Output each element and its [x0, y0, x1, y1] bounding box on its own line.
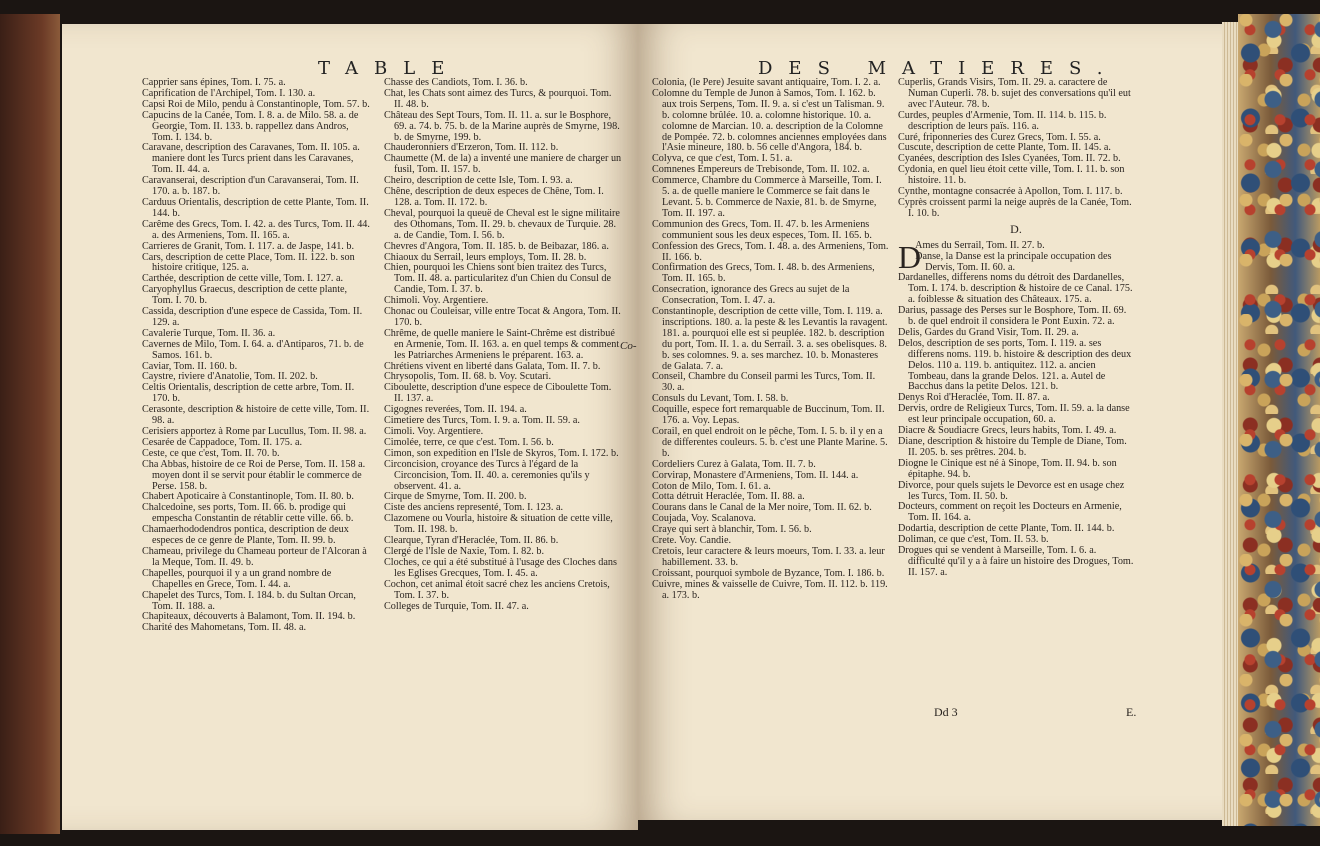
index-entry: Curdes, peuples d'Armenie, Tom. II. 114. b. 115. b. description de leurs païs. 116. a. — [898, 109, 1107, 132]
marbled-endpaper — [1238, 14, 1320, 826]
index-entry: Cars, description de cette Place, Tom. II. 122. b. son histoire critique, 125. a. — [142, 251, 355, 274]
index-entry: Carrieres de Granit, Tom. I. 117. a. de Jaspe, 141. b. — [142, 240, 355, 252]
index-entry: Cirque de Smyrne, Tom. II. 200. b. — [384, 491, 527, 503]
index-entry: Corvirap, Monastere d'Armeniens, Tom. II. 144. a. — [652, 469, 859, 481]
page-edges — [1222, 22, 1238, 826]
index-entry: Cuperlis, Grands Visirs, Tom. II. 29. a. caractere de Numan Cuperli. 78. b. sujet des conversations qu'il eut avec l'Auteur. 78. b. — [898, 77, 1131, 110]
index-entry: Doliman, ce que c'est, Tom. II. 53. b. — [898, 534, 1049, 546]
column-4-entries-d — [898, 238, 1134, 579]
index-entry: Docteurs, comment on reçoit les Docteurs en Armenie, Tom. II. 164. a. — [898, 501, 1122, 524]
index-entry: Colomne du Temple de Junon à Samos, Tom. I. 162. b. aux trois Serpens, Tom. II. 9. a. si c'est un Talisman. 9. b. colomne brûlée. 10. a. colomne historique. 10. a. colomne de Marcian. 10. a. description de la Colomne de Pompée. 72. b. colomnes anciennes employées dans l'Asie mineure, 180. b. 56 celle d'Angora, 184. b. — [652, 87, 887, 154]
index-entry: Cheiro, description de cette Isle, Tom. I. 93. a. — [384, 175, 573, 187]
index-entry: Chapiteaux, découverts à Balamont, Tom. II. 194. b. — [142, 611, 356, 623]
signature-mark: Dd 3 — [934, 705, 958, 719]
index-entry: Clergé de l'Isle de Naxie, Tom. I. 82. b. — [384, 545, 545, 557]
index-entry: Coquille, espece fort remarquable de Buccinum, Tom. II. 176. a. Voy. Lepas. — [652, 404, 885, 427]
index-entry: Ciste des anciens representé, Tom. I. 123. a. — [384, 502, 564, 514]
index-entry: Chameau, privilege du Chameau porteur de l'Alcoran à la Meque, Tom. II. 49. b. — [142, 545, 367, 568]
index-entry: Chabert Apoticaire à Constantinople, Tom. II. 80. b. — [142, 491, 354, 503]
index-entry: Cesarée de Cappadoce, Tom. II. 175. a. — [142, 436, 303, 448]
index-entry: Consuls du Levant, Tom. I. 58. b. — [652, 393, 789, 405]
index-entry: Cyanées, description des Isles Cyanées, Tom. II. 72. b. — [898, 153, 1121, 165]
index-entry: Cha Abbas, histoire de ce Roi de Perse, Tom. II. 158 a. moyen dont il se servit pour établir le commerce de Perse. 158. b. — [142, 458, 366, 492]
index-entry: Chien, pourquoi les Chiens sont bien traitez des Turcs, Tom. II. 48. a. particularitez d'un Chien du Consul de Candie, Tom. I. 37. b. — [384, 262, 611, 296]
index-entry: Courans dans le Canal de la Mer noire, Tom. II. 62. b. — [652, 502, 872, 514]
index-entry: Cerisiers apportez à Rome par Lucullus, Tom. II. 98. a. — [142, 426, 367, 437]
index-entry: Chamaerhododendros pontica, description de deux especes de ce genre de Plante, Tom. II. 99. b. — [142, 524, 349, 547]
index-entry: Charité des Mahometans, Tom. II. 48. a. — [142, 622, 307, 634]
index-entry: Capucins de la Canée, Tom. I. 8. a. de Milo. 58. a. de Georgie, Tom. II. 133. b. rappellez dans Andros, Tom. I. 134. b. — [142, 109, 359, 143]
index-entry: Commerce, Chambre du Commerce à Marseille, Tom. I. 5. a. de quelle maniere le Commerce se fait dans le Levant. 5. b. Commerce de Naxie, 81. b. de Smyrne, Tom. II. 197. a. — [652, 175, 882, 219]
index-entry: Diane, description & histoire du Temple de Diane, Tom. II. 205. b. ses prêtres. 204. b. — [898, 436, 1127, 458]
index-entry: Chalcedoine, ses ports, Tom. II. 66. b. prodige qui empescha Constantin de rétablir cette ville. 66. b. — [142, 502, 354, 525]
index-entry: Cimon, son expedition en l'Isle de Skyros, Tom. I. 172. b. — [384, 447, 619, 459]
index-entry: Circoncision, croyance des Turcs à l'égard de la Circoncision, Tom. II. 40. a. ceremonies qu'ils y observent. 41. a. — [384, 458, 590, 492]
index-entry: Capsi Roi de Milo, pendu à Constantinople, Tom. 57. b. — [142, 98, 370, 110]
index-entry: Cheval, pourquoi la queuë de Cheval est le signe militaire des Othomans, Tom. II. 29. b. chevaux de Turquie. 28. a. de Candie, Tom. I. 56. b. — [384, 207, 620, 241]
section-letter: D. — [1010, 221, 1022, 236]
index-entry: Cochon, cet animal étoit sacré chez les anciens Cretois, Tom. I. 37. b. — [384, 578, 610, 601]
drop-capital: D — [898, 238, 922, 275]
index-entry: Caravanserai, description d'un Caravanserai, Tom. II. 170. a. b. 187. b. — [142, 175, 359, 198]
catchword-right: E. — [1126, 705, 1137, 719]
index-entry: Chêne, description de deux especes de Chêne, Tom. I. 128. a. Tom. II. 172. b. — [384, 186, 604, 208]
index-entry: Dervis, ordre de Religieux Turcs, Tom. II. 59. a. la danse est leur principale occupation, 60. a. — [898, 403, 1130, 426]
index-entry: Divorce, pour quels sujets le Devorce est en usage chez les Turcs, Tom. II. 50. b. — [898, 479, 1125, 502]
index-entry: Communion des Grecs, Tom. II. 47. b. les Armeniens communient sous les deux especes, Tom. II. 165. b. — [652, 218, 872, 241]
index-entry: Curé, friponneries des Curez Grecs, Tom. I. 55. a. — [898, 131, 1101, 143]
index-entry: Celtis Orientalis, description de cette arbre, Tom. II. 170. b. — [142, 382, 355, 405]
running-head-left: TABLE — [318, 58, 461, 79]
index-entry: Diacre & Soudiacre Grecs, leurs habits, Tom. I. 49. a. — [898, 425, 1117, 437]
index-entry: Confirmation des Grecs, Tom. I. 48. b. des Armeniens, Tom. II. 165. b. — [652, 262, 875, 285]
index-entry: Caryophyllus Graecus, description de cette plante, Tom. I. 70. b. — [142, 284, 348, 307]
index-entry: Colyva, ce que c'est, Tom. I. 51. a. — [652, 153, 793, 165]
index-entry: Danse, la Danse est la principale occupation des Dervis, Tom. II. 60. a. — [915, 250, 1112, 273]
index-entry: Cretois, leur caractere & leurs moeurs, Tom. I. 33. a. leur habillement. 33. b. — [652, 545, 885, 568]
index-entry: Constantinople, description de cette ville, Tom. I. 119. a. inscriptions. 180. a. la peste & les Levantis la ravagent. 181. a. pourquoi elle est si peuplée. 182. b. description du port, Tom. II. 1. a. du Serrail. 3. a. ses obelisques. 8. b. ses colomnes. 9. a. ses marchez. 10. b. Monasteres de Galata. 7. a. — [652, 306, 888, 372]
index-entry: Chimoli. Voy. Argentiere. — [384, 295, 489, 307]
running-head-right: DES MATIERES. — [758, 58, 1119, 79]
index-entry: Chiaoux du Serrail, leurs employs, Tom. II. 28. b. — [384, 251, 587, 263]
index-entry: Chaumette (M. de la) a inventé une maniere de charger un fusil, Tom. II. 157. b. — [384, 153, 622, 176]
index-entry: Cydonia, en quel lieu étoit cette ville, Tom. I. 11. b. son histoire. 11. b. — [898, 164, 1125, 187]
index-entry: Corail, en quel endroit on le pêche, Tom. I. 5. b. il y en a de differentes couleurs. 5. b. c'est une Plante Marine. 5. b. — [652, 426, 888, 459]
index-entry: Denys Roi d'Heraclée, Tom. II. 87. a. — [898, 392, 1050, 404]
index-entry: Chasse des Candiots, Tom. I. 36. b. — [384, 77, 528, 88]
index-entry: Chrême, de quelle maniere le Saint-Chrême est distribué en Armenie, Tom. II. 163. a. en quel temps & comment les Patriarches Armeniens le préparent. 163. a. — [384, 327, 620, 361]
index-entry: Chapelet des Turcs, Tom. I. 184. b. du Sultan Orcan, Tom. II. 188. a. — [142, 589, 356, 612]
index-entry: Cigognes reverées, Tom. II. 194. a. — [384, 404, 527, 416]
index-entry: Comnenes Empereurs de Trebisonde, Tom. II. 102. a. — [652, 164, 870, 176]
index-entry: Cuscute, description de cette Plante, Tom. II. 145. a. — [898, 142, 1111, 154]
index-entry: Craye qui sert à blanchir, Tom. I. 56. b. — [652, 524, 812, 536]
column-4-entries-c — [898, 78, 1134, 220]
index-entry: Chrysopolis, Tom. II. 68. b. Voy. Scutari. — [384, 371, 552, 383]
index-entry: Caprification de l'Archipel, Tom. I. 130. a. — [142, 87, 316, 99]
index-entry: Cavernes de Milo, Tom. I. 64. a. d'Antiparos, 71. b. de Samos. 161. b. — [142, 338, 364, 361]
index-entry: Caviar, Tom. II. 160. b. — [142, 360, 238, 372]
index-column-2 — [384, 78, 622, 612]
index-entry: Cimoli. Voy. Argentiere. — [384, 426, 484, 437]
index-entry: Colonia, (le Pere) Jesuite savant antiquaire, Tom. I. 2. a. — [652, 77, 881, 88]
index-entry: Chonac ou Couleisar, ville entre Tocat & Angora, Tom. II. 170. b. — [384, 306, 621, 328]
index-entry: Ciboulette, description d'une espece de Ciboulette Tom. II. 137. a. — [384, 382, 612, 405]
index-entry: Cuivre, mines & vaisselle de Cuivre, Tom. II. 112. b. 119. a. 173. b. — [652, 578, 888, 601]
index-entry: Cotta détruit Heraclée, Tom. II. 88. a. — [652, 491, 805, 503]
index-entry: Château des Sept Tours, Tom. II. 11. a. sur le Bosphore, 69. a. 74. b. 75. b. de la Marine auprès de Smyrne, 198. b. de Smyrne, 199. b. — [384, 109, 620, 143]
index-column-1 — [142, 78, 370, 634]
index-entry: Clearque, Tyran d'Heraclée, Tom. II. 86. b. — [384, 535, 559, 547]
index-entry: Drogues qui se vendent à Marseille, Tom. I. 6. a. difficulté qu'il y a à faire un histoire des Drogues, Tom. II. 157. a. — [898, 545, 1134, 578]
catchword-left: Co- — [620, 340, 637, 352]
index-column-3 — [652, 78, 890, 602]
index-entry: Coujada, Voy. Scalanova. — [652, 513, 756, 525]
index-entry: Capprier sans épines, Tom. I. 75. a. — [142, 77, 286, 88]
index-column-4 — [898, 78, 1134, 579]
index-entry: Caystre, riviere d'Anatolie, Tom. II. 202. b. — [142, 371, 318, 383]
index-entry: Chrétiens vivent en liberté dans Galata, Tom. II. 7. b. — [384, 360, 601, 372]
index-entry: Consecration, ignorance des Grecs au sujet de la Consecration, Tom. I. 47. a. — [652, 284, 850, 307]
index-entry: Cassida, description d'une espece de Cassida, Tom. II. 129. a. — [142, 306, 363, 328]
index-entry: Cloches, ce qui a été substitué à l'usage des Cloches dans les Eglises Grecques, Tom. I. 45. a. — [384, 556, 617, 579]
index-entry: Coton de Milo, Tom. I. 61. a. — [652, 480, 771, 492]
left-binding-board — [0, 14, 60, 834]
index-entry: Croissant, pourquoi symbole de Byzance, Tom. I. 186. b. — [652, 567, 885, 579]
index-entry: Colleges de Turquie, Tom. II. 47. a. — [384, 600, 529, 612]
index-entry: Chevres d'Angora, Tom. II. 185. b. de Beibazar, 186. a. — [384, 240, 609, 252]
index-entry: Cerasonte, description & histoire de cette ville, Tom. II. 98. a. — [142, 404, 370, 427]
index-entry: Delis, Gardes du Grand Visir, Tom. II. 29. a. — [898, 326, 1079, 338]
index-entry: Cyprès croissent parmi la neige auprès de la Canée, Tom. I. 10. b. — [898, 196, 1132, 219]
index-entry: Dodartia, description de cette Plante, Tom. II. 144. b. — [898, 523, 1115, 535]
index-entry: Darius, passage des Perses sur le Bosphore, Tom. II. 69. b. de quel endroit il considera le Pont Euxin. 72. a. — [898, 305, 1127, 328]
index-entry: Cordeliers Curez à Galata, Tom. II. 7. b. — [652, 458, 816, 470]
index-entry: Dardanelles, differens noms du détroit des Dardanelles, Tom. I. 174. b. description & histoire de ce Canal. 175. a. foiblesse & situation des Châteaux. 175. a. — [898, 272, 1133, 306]
index-entry: Carême des Grecs, Tom. I. 42. a. des Turcs, Tom. II. 44. a. des Armeniens, Tom. II. 165. a. — [142, 218, 370, 241]
index-entry: Caravane, description des Caravanes, Tom. II. 105. a. maniere dont les Turcs prient dans les Caravanes, Tom. II. 44. a. — [142, 142, 360, 176]
index-entry: Conseil, Chambre du Conseil parmi les Turcs, Tom. II. 30. a. — [652, 371, 876, 394]
index-entry: Clazomene ou Vourla, histoire & situation de cette ville, Tom. II. 198. b. — [384, 513, 613, 536]
index-entry: Cimolée, terre, ce que c'est. Tom. I. 56. b. — [384, 436, 554, 448]
index-entry: Crete. Voy. Candie. — [652, 535, 732, 547]
index-entry: Chauderonniers d'Erzeron, Tom. II. 112. b. — [384, 142, 559, 154]
index-entry: Confession des Grecs, Tom. I. 48. a. des Armeniens, Tom. II. 166. b. — [652, 240, 889, 263]
index-entry: Carduus Orientalis, description de cette Plante, Tom. II. 144. b. — [142, 196, 369, 219]
index-entry: Cimetiere des Turcs, Tom. I. 9. a. Tom. II. 59. a. — [384, 415, 580, 427]
index-entry: Chat, les Chats sont aimez des Turcs, & pourquoi. Tom. II. 48. b. — [384, 87, 612, 110]
index-entry: Ames du Serrail, Tom. II. 27. b. — [915, 239, 1045, 251]
index-entry: Diogne le Cinique est né à Sinope, Tom. II. 94. b. son épitaphe. 94. b. — [898, 457, 1117, 480]
entries-d-list — [898, 238, 1134, 579]
index-entry: Carthée, description de cette ville, Tom. I. 127. a. — [142, 273, 344, 285]
index-entry: Delos, description de ses ports, Tom. I. 119. a. ses differens noms. 119. b. histoire & description des deux Delos. 110 a. 119. b. antiquitez. 112. a. ancien Tombeau, dans la grande Delos. 121. a. Autel de Bacchus dans la petite Delos. 121. b. — [898, 337, 1132, 393]
index-entry: Chapelles, pourquoi il y a un grand nombre de Chapelles en Grece, Tom. I. 44. a. — [142, 567, 332, 590]
index-entry: Ceste, ce que c'est, Tom. II. 70. b. — [142, 447, 280, 459]
index-entry: Cynthe, montagne consacrée à Apollon, Tom. I. 117. b. — [898, 186, 1123, 198]
index-entry: Cavalerie Turque, Tom. II. 36. a. — [142, 327, 276, 339]
